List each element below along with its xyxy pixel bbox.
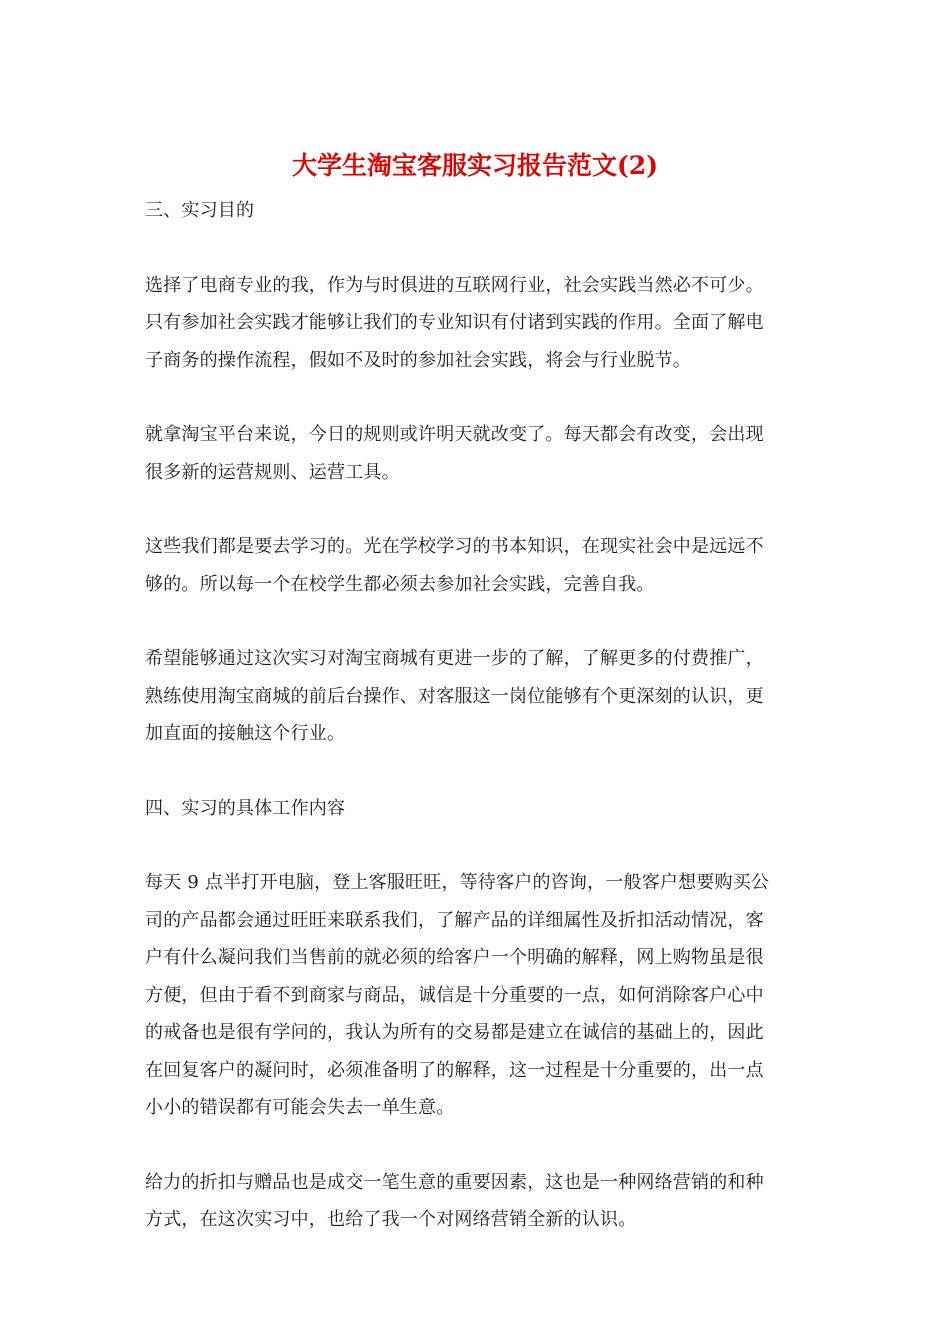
text-line: 子商务的操作流程，假如不及时的参加社会实践，将会与行业脱节。 bbox=[145, 349, 691, 371]
paragraph-4 bbox=[145, 640, 805, 753]
text-line: 很多新的运营规则、运营工具。 bbox=[145, 461, 400, 483]
text-line: 的戒备也是很有学问的，我认为所有的交易都是建立在诚信的基础上的，因此 bbox=[145, 1022, 764, 1043]
text-line: 小小的错误都有可能会失去一单生意。 bbox=[145, 1097, 455, 1118]
text-line: 司的产品都会通过旺旺来联系我们，了解产品的详细属性及折扣活动情况，客 bbox=[145, 909, 764, 931]
section-heading-purpose: 三、实习目的 bbox=[145, 200, 255, 221]
section-heading-work-content: 四、实习的具体工作内容 bbox=[145, 797, 346, 819]
paragraph-3 bbox=[145, 528, 805, 603]
text-line: 希望能够通过这次实习对淘宝商城有更进一步的了解，了解更多的付费推广， bbox=[145, 648, 764, 669]
text-line: 加直面的接触这个行业。 bbox=[145, 723, 346, 744]
text-line: 方式，在这次实习中，也给了我一个对网络营销全新的认识。 bbox=[145, 1209, 637, 1230]
text-line: 户有什么凝问我们当售前的就必须的给客户一个明确的解释，网上购物虽是很 bbox=[145, 947, 764, 968]
paragraph-1 bbox=[145, 267, 805, 380]
text-line: 选择了电商专业的我，作为与时俱进的互联网行业，社会实践当然必不可少。 bbox=[145, 274, 764, 296]
paragraph-5 bbox=[145, 864, 805, 1127]
paragraph-2 bbox=[145, 416, 805, 491]
paragraph-6 bbox=[145, 1164, 805, 1239]
text-line: 够的。所以每一个在校学生都必须去参加社会实践，完善自我。 bbox=[145, 573, 655, 595]
text-line: 给力的折扣与赠品也是成交一笔生意的重要因素，这也是一种网络营销的和种 bbox=[145, 1171, 764, 1193]
document-body bbox=[145, 192, 805, 1276]
text-line: 只有参加社会实践才能够让我们的专业知识有付诸到实践的作用。全面了解电 bbox=[145, 312, 764, 333]
text-line: 熟练使用淘宝商城的前后台操作、对客服这一岗位能够有个更深刻的认识，更 bbox=[145, 685, 764, 707]
text-line: 每天 9 点半打开电脑，登上客服旺旺，等待客户的咨询，一般客户想要购买公 bbox=[145, 872, 770, 893]
text-line: 这些我们都是要去学习的。光在学校学习的书本知识，在现实社会中是远远不 bbox=[145, 536, 764, 557]
text-line: 在回复客户的凝问时，必须准备明了的解释，这一过程是十分重要的，出一点 bbox=[145, 1059, 764, 1081]
text-line: 方便，但由于看不到商家与商品，诚信是十分重要的一点，如何消除客户心中 bbox=[145, 984, 764, 1006]
document-title: 大学生淘宝客服实习报告范文(2) bbox=[291, 151, 659, 180]
text-line: 就拿淘宝平台来说，今日的规则或许明天就改变了。每天都会有改变，会出现 bbox=[145, 424, 764, 445]
